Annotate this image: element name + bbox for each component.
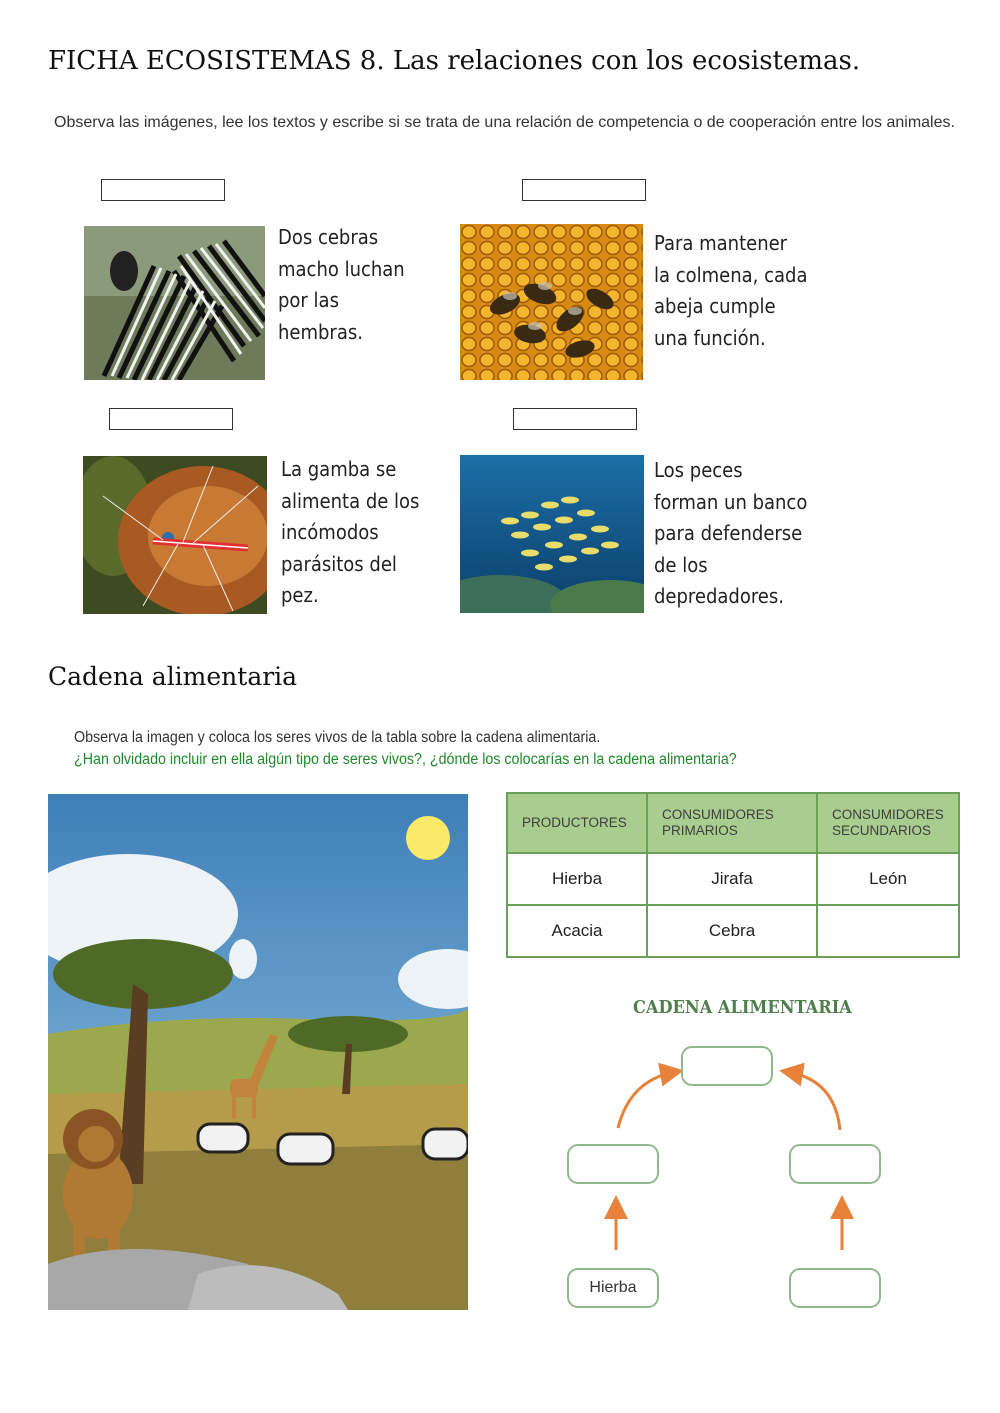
- food-chain-heading: Cadena alimentaria: [48, 662, 298, 691]
- caption-zebras: Dos cebras macho luchan por las hembras.: [278, 225, 405, 344]
- table-row: [507, 905, 959, 957]
- table-cell: León: [817, 853, 959, 905]
- chain-box-bottom-right[interactable]: [789, 1268, 881, 1308]
- caption-shrimp: La gamba se alimenta de los incómodos parásitos del pez.: [281, 457, 420, 607]
- answer-input-bees[interactable]: [522, 179, 646, 201]
- table-cell: Acacia: [507, 905, 647, 957]
- chain-box-top[interactable]: [681, 1046, 773, 1086]
- chain-box-bottom-left: Hierba: [567, 1268, 659, 1308]
- answer-input-zebras[interactable]: [101, 179, 225, 201]
- answer-input-shrimp[interactable]: [109, 408, 233, 430]
- table-cell: Cebra: [647, 905, 817, 957]
- fish-school-photo: [460, 455, 644, 613]
- header-producers: PRODUCTORES: [507, 793, 647, 853]
- chain-box-middle-right[interactable]: [789, 1144, 881, 1184]
- table-row: [507, 853, 959, 905]
- instructions: Observa las imágenes, lee los textos y escribe si se trata de una relación de competencia o de cooperación entre los animales.: [54, 114, 955, 131]
- table-cell: Jirafa: [647, 853, 817, 905]
- table-cell: [817, 905, 959, 957]
- answer-input-fish[interactable]: [513, 408, 637, 430]
- arrow-left-to-top: [618, 1072, 675, 1128]
- food-chain-question: ¿Han olvidado incluir en ella algún tipo de seres vivos?, ¿dónde los colocarías en la cadena alimentaria?: [74, 751, 737, 768]
- food-chain-table: [506, 792, 960, 958]
- shrimp-fish-photo: [83, 456, 267, 614]
- chain-box-middle-left[interactable]: [567, 1144, 659, 1184]
- header-secondary-consumers: CONSUMIDORES SECUNDARIOS: [817, 793, 959, 853]
- food-chain-instruction: Observa la imagen y coloca los seres vivos de la tabla sobre la cadena alimentaria.: [74, 729, 601, 746]
- table-cell: Hierba: [507, 853, 647, 905]
- zebras-fighting-photo: [84, 226, 265, 380]
- header-primary-consumers: CONSUMIDORES PRIMARIOS: [647, 793, 817, 853]
- savanna-illustration: [48, 794, 468, 1310]
- page-title: FICHA ECOSISTEMAS 8. Las relaciones con los ecosistemas.: [48, 46, 861, 76]
- diagram-title: CADENA ALIMENTARIA: [633, 997, 852, 1018]
- caption-bees: Para mantener la colmena, cada abeja cumple una función.: [654, 231, 808, 350]
- caption-fish: Los peces forman un banco para defenderse de los depredadores.: [654, 458, 808, 608]
- bees-honeycomb-photo: [460, 224, 643, 380]
- arrow-right-to-top: [788, 1072, 840, 1130]
